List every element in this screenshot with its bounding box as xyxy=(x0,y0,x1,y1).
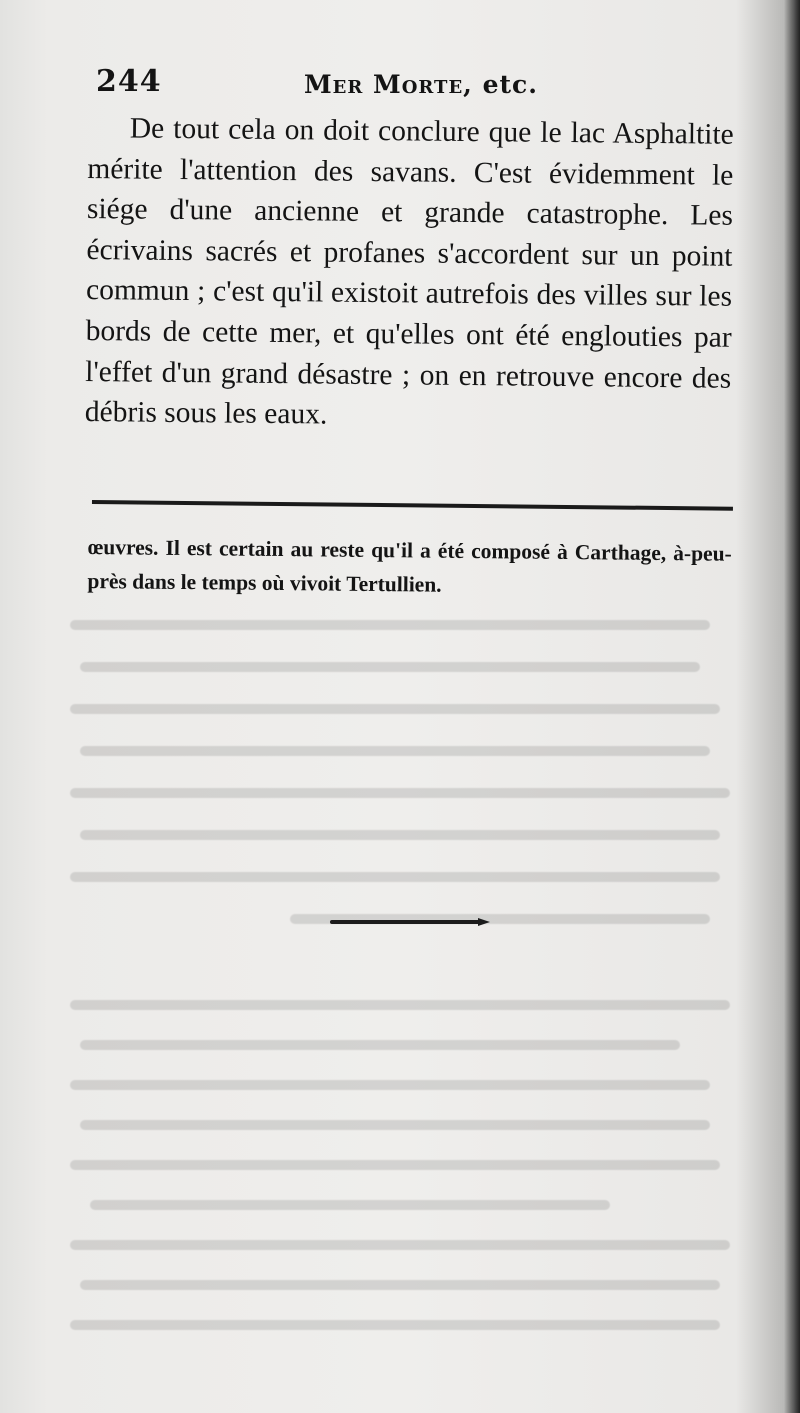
footnote-separator-rule xyxy=(92,500,733,511)
binding-shadow xyxy=(784,0,800,1413)
ornament-tip xyxy=(478,918,490,926)
main-text xyxy=(85,108,734,439)
footnote-text: œuvres. Il est certain au reste qu'il a été composé à Carthage, à-peu-près dans le temps où vivoit Tertullien. xyxy=(87,534,732,597)
end-ornament xyxy=(330,918,490,926)
ornament-bar xyxy=(330,920,482,924)
bleed-through-text xyxy=(60,600,750,1360)
running-head-title: Mer Morte xyxy=(304,70,464,99)
page-number: 244 xyxy=(96,64,162,99)
main-paragraph: De tout cela on doit conclure que le lac Asphaltite mérite l'attention des savans. C'est évidemment le siége d'une ancienne et grande catastrophe. Les écrivains sacrés et profanes s'accordent sur un point commun ; c'est qu'il existoit autrefois des villes sur les bords de cette mer, et qu'elles ont été englouties par l'effet d'un grand désastre ; on en retrouve encore des débris sous les eaux. xyxy=(84,112,734,431)
page-header xyxy=(96,58,736,102)
running-head-suffix: , etc. xyxy=(463,70,538,99)
running-head xyxy=(304,70,538,99)
footnote xyxy=(87,530,732,605)
